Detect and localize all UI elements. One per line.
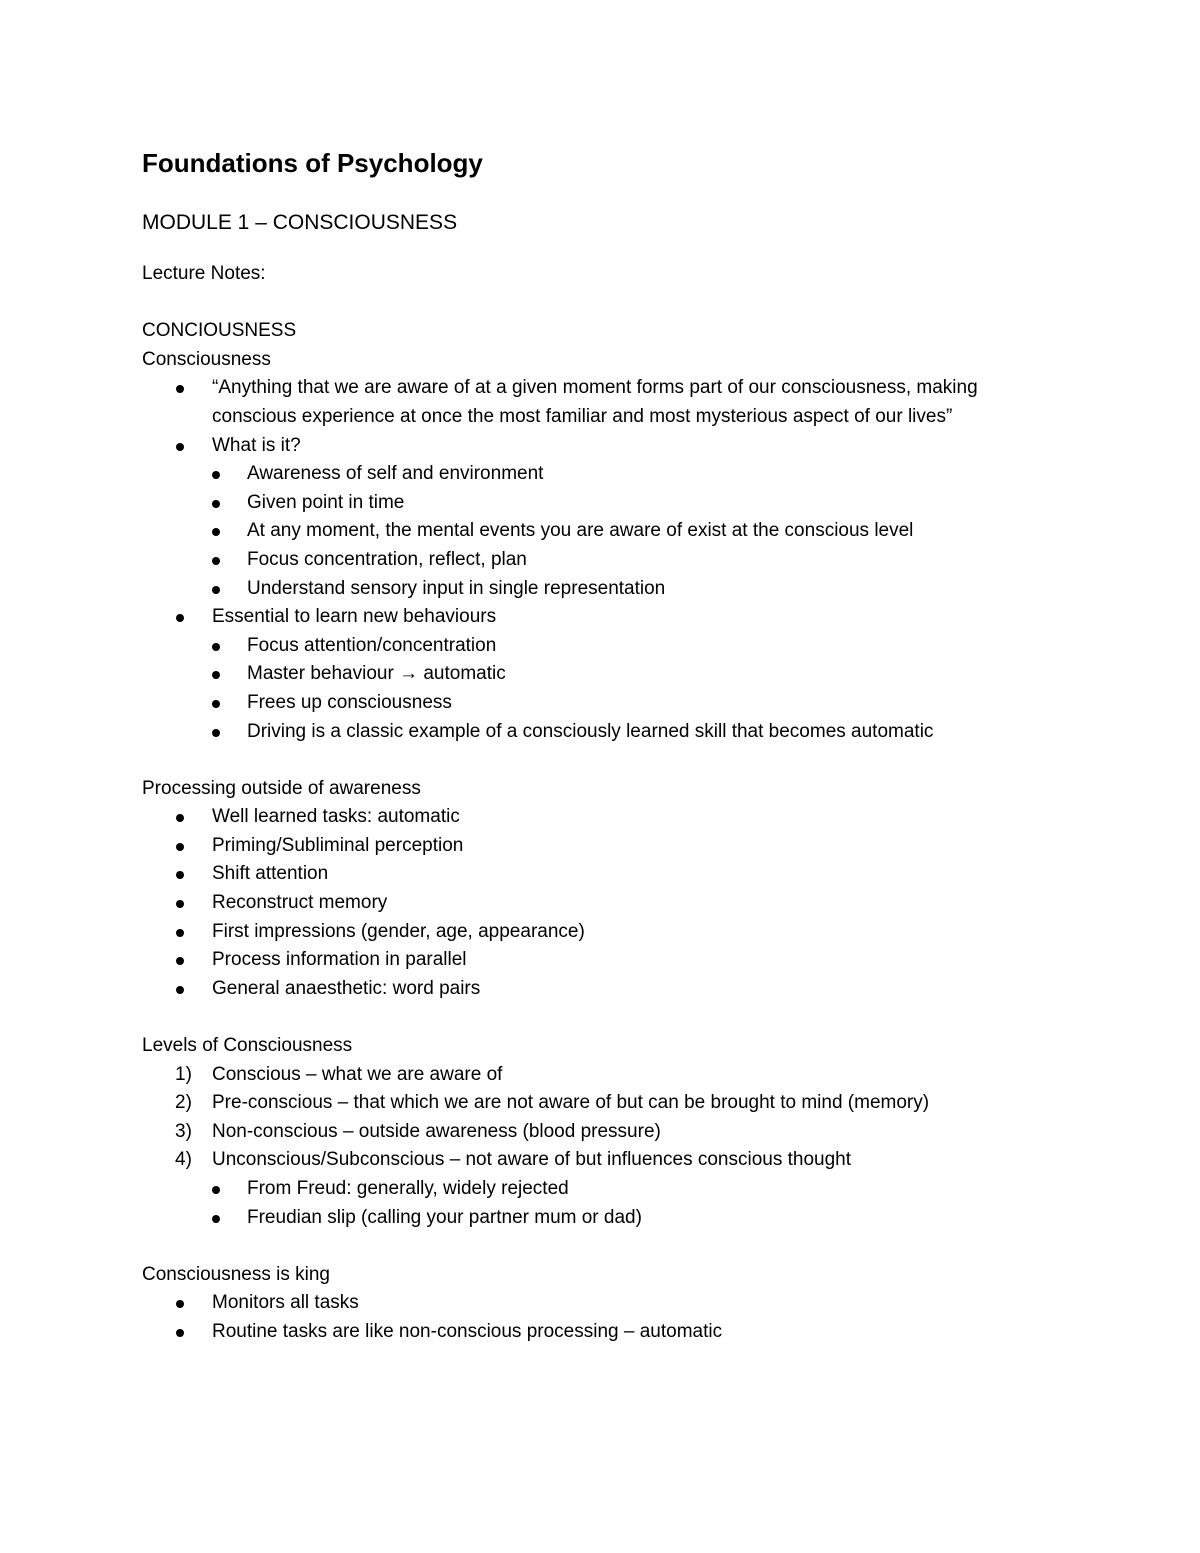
- list-item-text: First impressions (gender, age, appearance): [212, 920, 585, 942]
- section-heading: Consciousness is king: [142, 1263, 330, 1285]
- sub-list-item: [142, 575, 1062, 604]
- numbered-item: [142, 1146, 1062, 1175]
- module-heading: MODULE 1 – CONSCIOUSNESS: [142, 211, 458, 234]
- list-item-text: From Freud: generally, widely rejected: [247, 1178, 569, 1199]
- list-item-text: At any moment, the mental events you are aware of exist at the conscious level: [247, 520, 914, 542]
- section-heading-caps: CONCIOUSNESS: [142, 320, 297, 342]
- list-item: [142, 1289, 1062, 1318]
- spacer: [142, 1232, 1062, 1261]
- section-levels-of-consciousness: [142, 1032, 1062, 1232]
- sub-list-item: [142, 718, 1062, 747]
- bullet-icon: [212, 557, 220, 565]
- list-item: [142, 603, 1062, 632]
- bullet-icon: [176, 957, 184, 965]
- list-item-text: Priming/Subliminal perception: [212, 834, 464, 856]
- list-item-text: Pre-conscious – that which we are not aware of but can be brought to mind (memory): [212, 1092, 930, 1114]
- quote-text: “Anything that we are aware of at a given moment forms part of our consciousness, making conscious experience at once the most familiar and most mysterious aspect of our lives”: [212, 377, 978, 427]
- bullet-icon: [176, 900, 184, 908]
- section-heading: Levels of Consciousness: [142, 1035, 353, 1057]
- list-item: [142, 374, 1062, 431]
- numbered-item: [142, 1089, 1062, 1118]
- numbered-item: [142, 1118, 1062, 1147]
- bullet-icon: [212, 671, 220, 679]
- item-number: 3): [175, 1120, 192, 1142]
- sub-list-item: [142, 546, 1062, 575]
- sub-list-item: [142, 660, 1062, 689]
- bullet-icon: [176, 1329, 184, 1337]
- bullet-icon: [176, 814, 184, 822]
- bullet-icon: [212, 500, 220, 508]
- list-item: [142, 918, 1062, 947]
- bullet-icon: [176, 443, 184, 451]
- sub-list-item: [142, 632, 1062, 661]
- spacer: [142, 289, 1062, 318]
- list-item: [142, 832, 1062, 861]
- bullet-icon: [176, 986, 184, 994]
- list-item-text: Conscious – what we are aware of: [212, 1063, 503, 1085]
- list-item: [142, 803, 1062, 832]
- sub-list-item: [142, 489, 1062, 518]
- list-item-text: Process information in parallel: [212, 949, 467, 971]
- list-item-text: Routine tasks are like non-conscious processing – automatic: [212, 1320, 723, 1342]
- section-consciousness: [142, 317, 1062, 746]
- list-item-text: Focus attention/concentration: [247, 634, 497, 656]
- list-item-text: Essential to learn new behaviours: [212, 606, 497, 628]
- section-consciousness-is-king: [142, 1261, 1062, 1347]
- list-item-text: Monitors all tasks: [212, 1292, 359, 1314]
- bullet-icon: [212, 1215, 220, 1223]
- list-item-text: automatic: [423, 663, 506, 685]
- list-item: [142, 889, 1062, 918]
- arrow-right-icon: →: [399, 663, 419, 685]
- item-number: 2): [175, 1092, 192, 1114]
- lecture-notes-label: Lecture Notes:: [142, 263, 266, 284]
- bullet-icon: [176, 385, 184, 393]
- document-content: [142, 146, 1062, 1347]
- list-item: [142, 860, 1062, 889]
- list-item-text: Driving is a classic example of a consciously learned skill that becomes automatic: [247, 720, 934, 742]
- bullet-icon: [176, 843, 184, 851]
- bullet-icon: [212, 528, 220, 536]
- list-item-text: Freudian slip (calling your partner mum or dad): [247, 1206, 642, 1228]
- list-item-text: Non-conscious – outside awareness (blood pressure): [212, 1120, 661, 1142]
- spacer: [142, 1003, 1062, 1032]
- list-item: [142, 1318, 1062, 1347]
- numbered-item: [142, 1061, 1062, 1090]
- bullet-icon: [176, 871, 184, 879]
- bullet-icon: [212, 643, 220, 651]
- bullet-icon: [176, 1300, 184, 1308]
- sub-list-item: [142, 1204, 1062, 1233]
- sub-list-item: [142, 1175, 1062, 1204]
- list-item-text: Frees up consciousness: [247, 691, 452, 713]
- list-item-text: General anaesthetic: word pairs: [212, 977, 481, 999]
- list-item-text: Master behaviour: [247, 663, 394, 685]
- list-item-text: Reconstruct memory: [212, 892, 388, 914]
- bullet-icon: [212, 586, 220, 594]
- list-item-text: Awareness of self and environment: [247, 463, 544, 485]
- item-number: 1): [175, 1063, 192, 1085]
- bullet-icon: [212, 729, 220, 737]
- list-item: [142, 946, 1062, 975]
- list-item-text: Focus concentration, reflect, plan: [247, 548, 527, 570]
- sub-list-item: [142, 460, 1062, 489]
- section-processing-outside-awareness: [142, 775, 1062, 1004]
- list-item-text: Understand sensory input in single representation: [247, 577, 666, 599]
- section-heading: Processing outside of awareness: [142, 777, 421, 799]
- list-item-text: Shift attention: [212, 863, 329, 885]
- sub-list-item: [142, 517, 1062, 546]
- bullet-icon: [212, 471, 220, 479]
- list-item-text: Well learned tasks: automatic: [212, 806, 460, 828]
- item-number: 4): [175, 1149, 192, 1171]
- document-title: Foundations of Psychology: [142, 148, 483, 178]
- bullet-icon: [176, 929, 184, 937]
- list-item: [142, 432, 1062, 461]
- list-item-text: Unconscious/Subconscious – not aware of but influences conscious thought: [212, 1149, 852, 1171]
- bullet-icon: [212, 1186, 220, 1194]
- section-heading: Consciousness: [142, 348, 271, 370]
- list-item-text: What is it?: [212, 434, 301, 456]
- spacer: [142, 746, 1062, 775]
- sub-list-item: [142, 689, 1062, 718]
- list-item: [142, 975, 1062, 1004]
- bullet-icon: [176, 614, 184, 622]
- list-item-text: Given point in time: [247, 491, 405, 513]
- bullet-icon: [212, 700, 220, 708]
